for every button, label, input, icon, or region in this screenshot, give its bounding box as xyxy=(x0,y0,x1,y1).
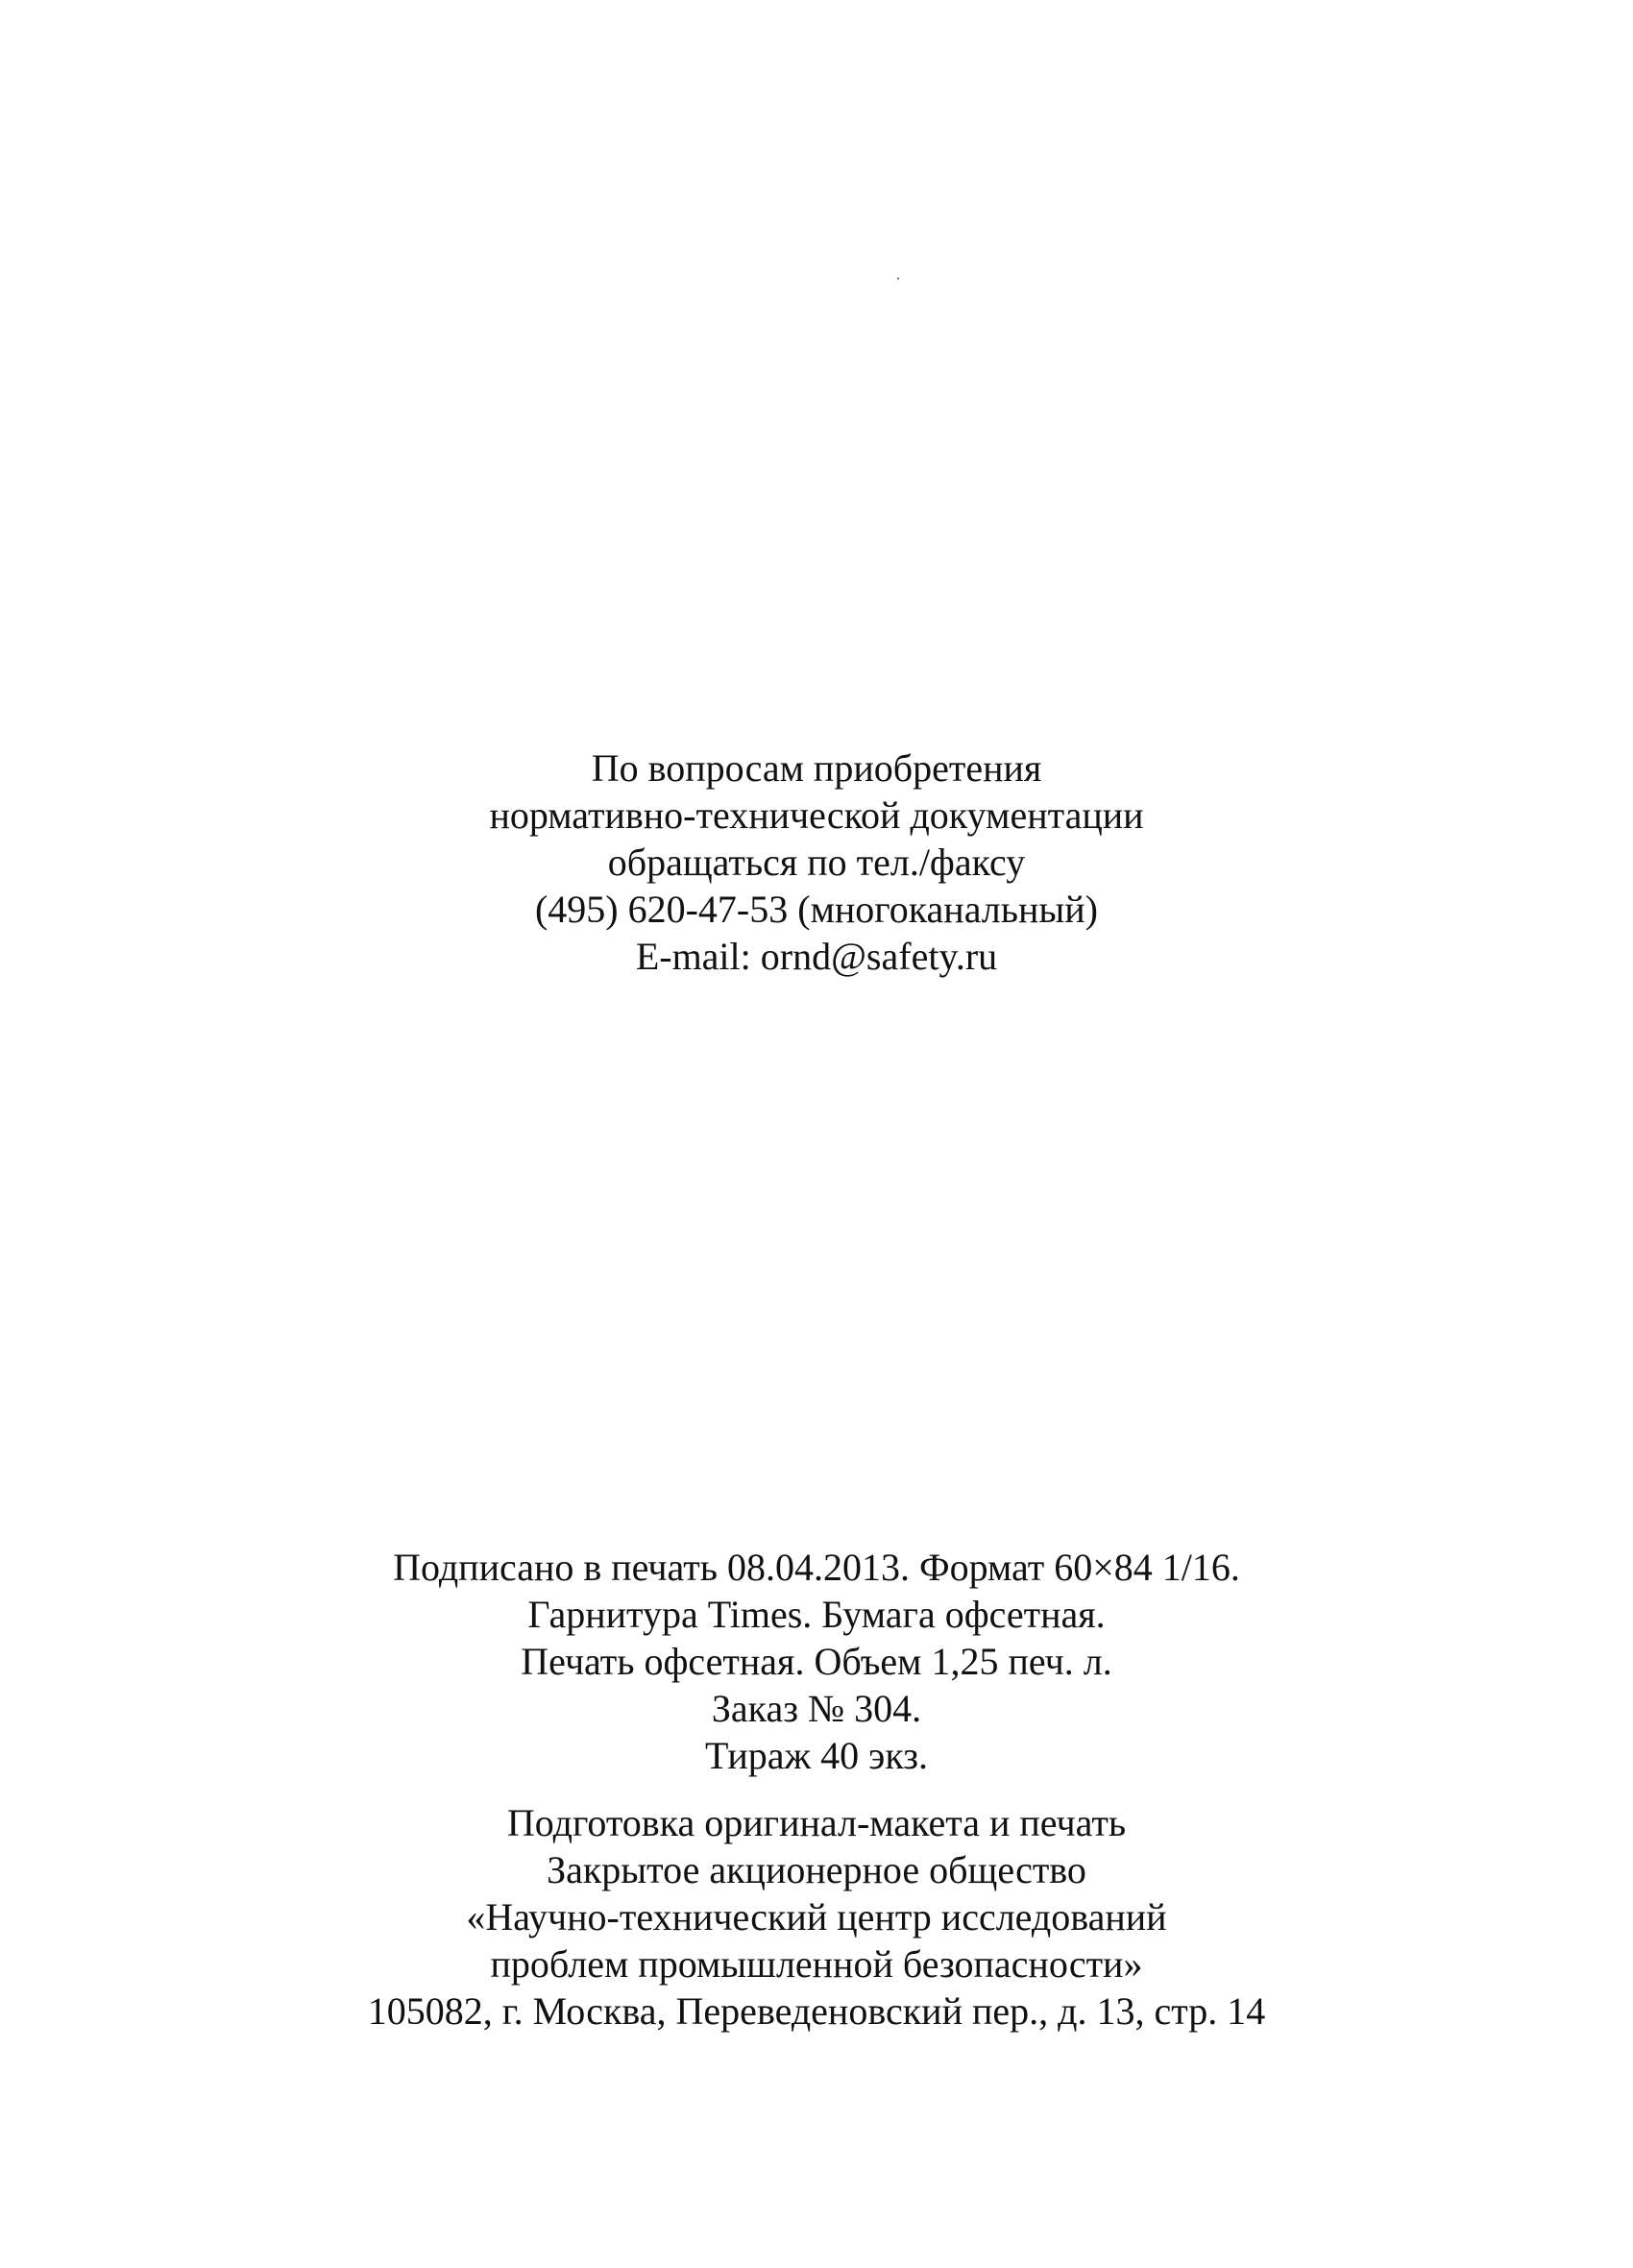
contact-info-block xyxy=(0,744,1633,980)
imprint-order: Заказ № 304. xyxy=(711,1687,922,1730)
imprint-line: Подписано в печать 08.04.2013. Формат 60×84 1/16. xyxy=(393,1546,1240,1589)
scan-speck xyxy=(897,278,899,280)
contact-line: обращаться по тел./факсу xyxy=(607,841,1026,884)
contact-line: нормативно-технической документации xyxy=(489,793,1144,837)
publisher-line: Подготовка оригинал-макета и печать xyxy=(506,1801,1127,1844)
imprint-line: Гарнитура Times. Бумага офсетная. xyxy=(527,1593,1106,1636)
publisher-address: 105082, г. Москва, Переведеновский пер., д. 13, стр. 14 xyxy=(367,1989,1266,2033)
imprint-print-run: Тираж 40 экз. xyxy=(704,1734,929,1777)
publisher-line: Закрытое акционерное общество xyxy=(547,1848,1086,1891)
publisher-name: «Научно-технический центр исследований xyxy=(466,1895,1167,1939)
contact-phone: (495) 620-47-53 (многоканальный) xyxy=(534,888,1099,931)
publisher-block xyxy=(0,1799,1633,2035)
imprint-block xyxy=(0,1544,1633,1779)
publisher-name: проблем промышленной безопасности» xyxy=(490,1942,1143,1986)
contact-email: E-mail: ornd@safety.ru xyxy=(635,935,998,978)
contact-line: По вопросам приобретения xyxy=(591,746,1042,790)
imprint-line: Печать офсетная. Объем 1,25 печ. л. xyxy=(521,1640,1112,1683)
